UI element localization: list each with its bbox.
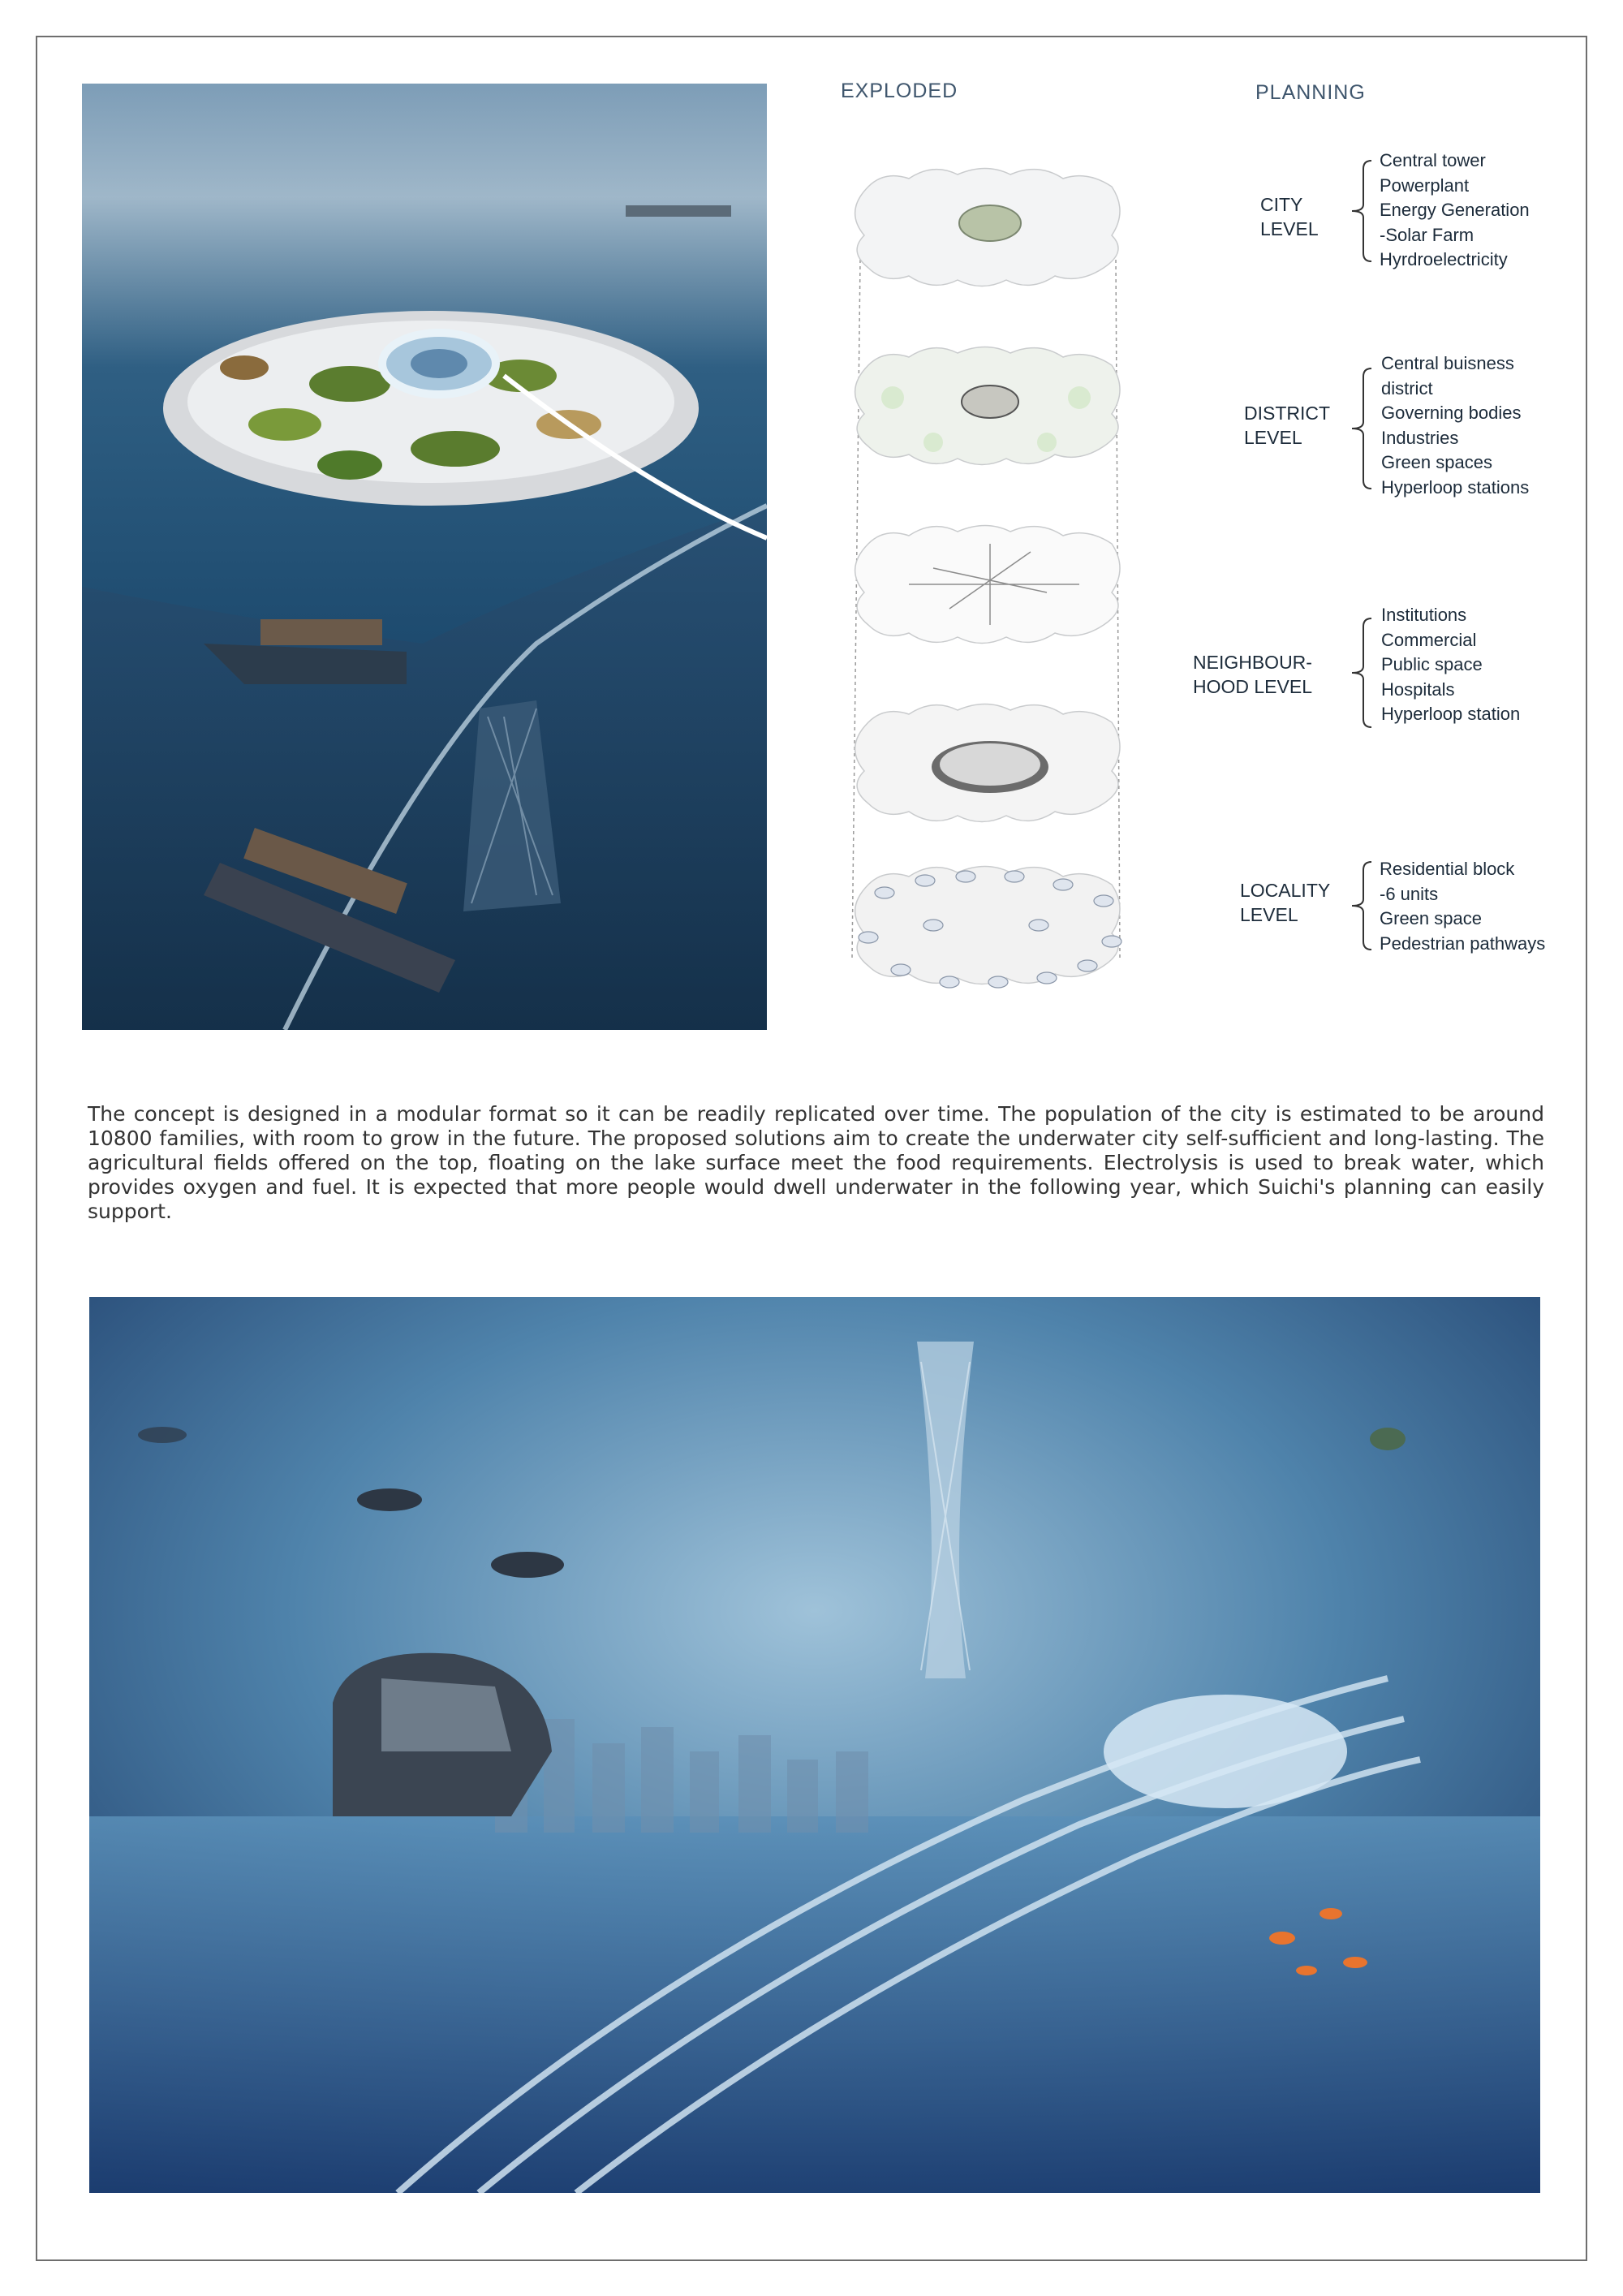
district-level-items: Central buisness district Governing bodies Industries Green spaces Hyperloop stations (1381, 353, 1530, 498)
locality-level-layer (855, 704, 1120, 822)
neighbourhood-level-label: NEIGHBOUR- HOOD LEVEL (1193, 652, 1312, 697)
city-level-items: Central tower Powerplant Energy Generation -Solar Farm Hyrdroelectricity (1380, 150, 1530, 269)
planning-heading: PLANNING (1255, 81, 1366, 104)
underwater-city-render (89, 1297, 1540, 2193)
exploded-heading: EXPLODED (841, 80, 958, 102)
locality-level-brace (1347, 860, 1380, 951)
district-level-brace (1347, 367, 1380, 490)
base-level-layer (855, 867, 1121, 989)
neighbourhood-level-items: Institutions Commercial Public space Hospitals Hyperloop station (1381, 605, 1521, 724)
city-level-brace (1347, 159, 1380, 263)
floating-city-render (82, 84, 767, 1030)
city-level-label: CITY LEVEL (1260, 194, 1319, 239)
locality-level-items: Residential block -6 units Green space Pedestrian pathways (1380, 859, 1546, 954)
concept-description: The concept is designed in a modular format so it can be readily replicated over time. The population of the city is estimated to be around 10800 families, with room to grow in the future. The proposed solutions aim to create the underwater city self-sufficient and long-lasting. The agricultural fields offered on the top, floating on the lake surface meet the food requirements. Electrolysis is used to break water, which provides oxygen and fuel. It is expected that more people would dwell underwater in the following year, which Suichi's planning can easily support. (88, 1102, 1544, 1223)
city-level-layer (855, 169, 1120, 286)
locality-level-label: LOCALITY LEVEL (1240, 880, 1331, 925)
district-level-label: DISTRICT LEVEL (1244, 403, 1331, 448)
district-level-layer (855, 347, 1120, 465)
neighbourhood-level-layer (855, 526, 1120, 644)
exploded-diagram (836, 162, 1136, 1014)
neighbourhood-level-brace (1347, 617, 1380, 729)
